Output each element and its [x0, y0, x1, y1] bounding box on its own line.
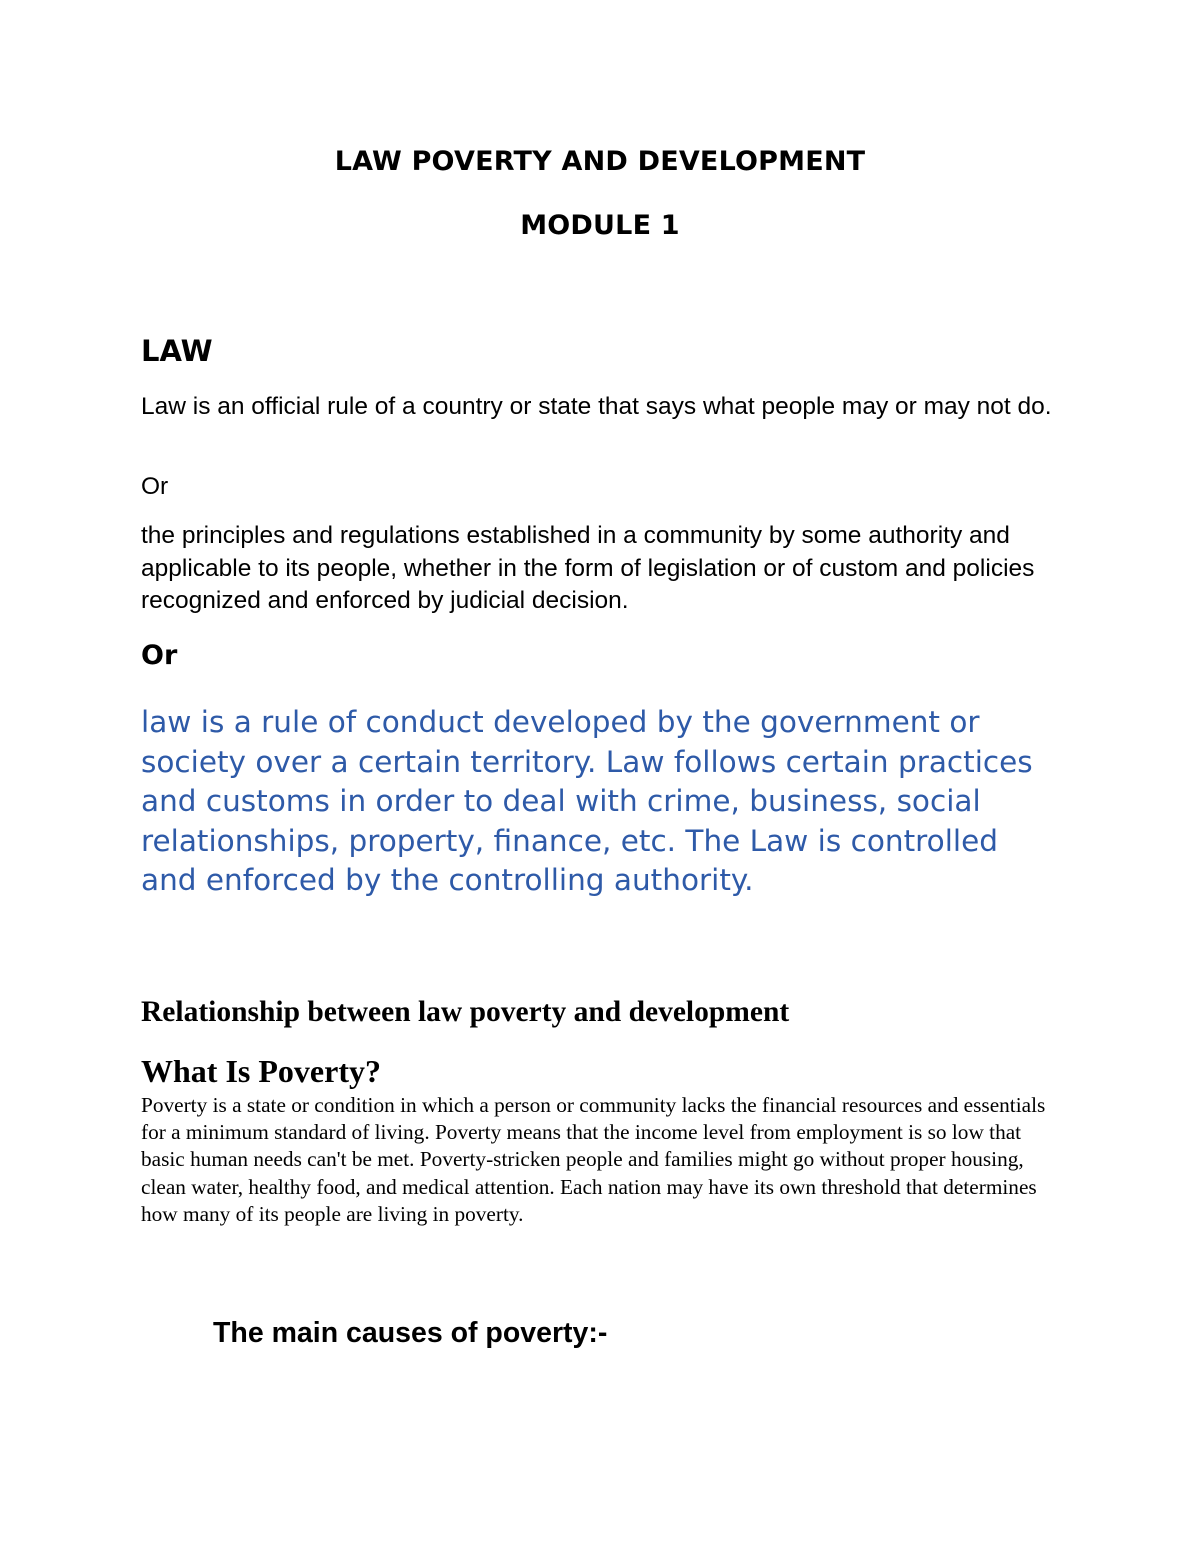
law-definition-3: law is a rule of conduct developed by the government or society over a certain territory. Law follows certain practices and customs in order to deal with crime, business, social relationships, property, finance, etc. The Law is controlled and enforced by the controlling authority.	[141, 705, 1033, 898]
law-heading: LAW	[141, 334, 213, 368]
or-separator: Or	[141, 473, 169, 500]
poverty-definition: Poverty is a state or condition in which a person or community lacks the financial resources and essentials for a minimum standard of living. Poverty means that the income level from employment is so low that basic human needs can't be met. Poverty-stricken people and families might go without proper housing, clean water, healthy food, and medical attention. Each nation may have its own threshold that determines how many of its people are living in poverty.	[141, 1093, 1046, 1226]
or-separator-bold: Or	[141, 640, 178, 671]
module-heading: MODULE 1	[520, 210, 680, 241]
causes-heading: The main causes of poverty:-	[213, 1317, 608, 1349]
law-definition-2: the principles and regulations established in a community by some authority and applicable to its people, whether in the form of legislation or of custom and policies recognized and enforced by judicial decision.	[141, 522, 1035, 614]
law-definition-1: Law is an official rule of a country or state that says what people may or may not do.	[141, 393, 1052, 420]
poverty-question-heading: What Is Poverty?	[141, 1053, 381, 1089]
relationship-heading: Relationship between law poverty and development	[141, 996, 790, 1028]
document-title: LAW POVERTY AND DEVELOPMENT	[334, 146, 866, 177]
